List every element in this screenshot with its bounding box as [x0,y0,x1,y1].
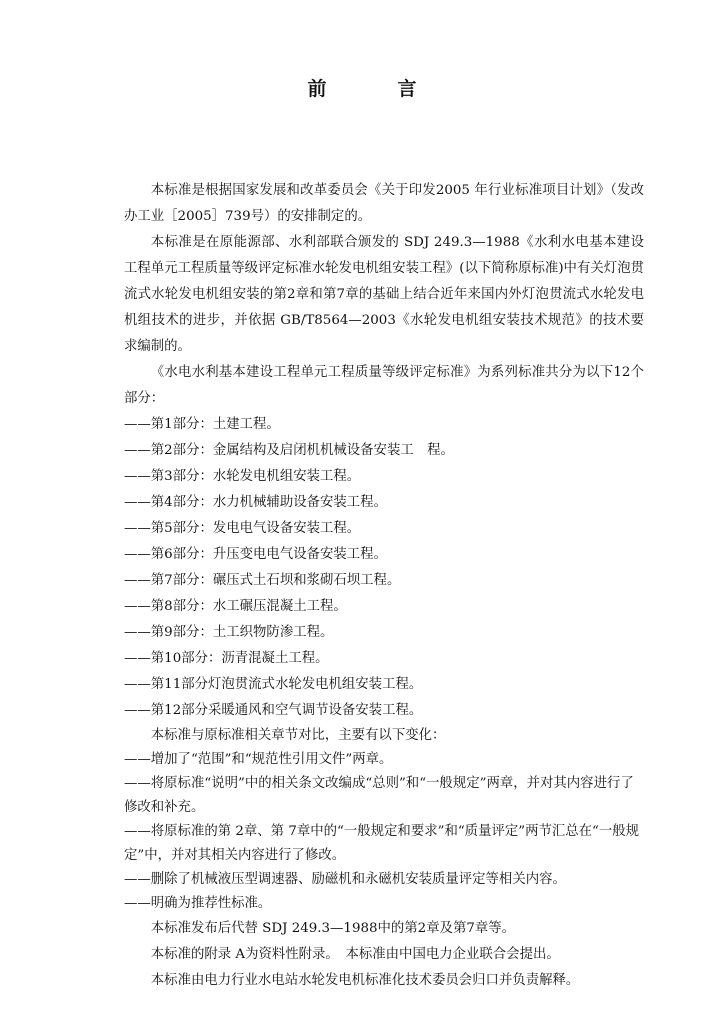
list-item: ——第11部分灯泡贯流式水轮发电机组安装工程。 [124,677,423,692]
list-item: ——第3部分：水轮发电机组安装工程。 [124,469,361,484]
change-item: ——将原标准“说明”中的相关条文改编成“总则”和“一般规定”两章，并对其内容进行了修改和补充。 [124,776,634,815]
changes-intro: 本标准与原标准相关章节对比，主要有以下变化： [150,728,446,743]
paragraph-series: 《水电水利基本建设工程单元工程质量等级评定标准》为系列标准共分为以下12个部分： [124,365,644,406]
change-item: ——明确为推荐性标准。 [124,896,272,911]
paragraph-origin: 本标准是根据国家发展和改革委员会《关于印发2005 年行业标准项目计划》（发改办工业［2005］739号）的安排制定的。 [124,183,644,224]
closing-replace: 本标准发布后代替 SDJ 249.3—1988中的第2章及第7章等。 [150,921,516,936]
change-item: ——将原标准的第 2章、第 7章中的“一般规定和要求”和“质量评定”两节汇总在“一般规定”中，并对其相关内容进行了修改。 [124,824,640,863]
list-item: ——第6部分：升压变电电气设备安装工程。 [124,547,387,562]
change-item: ——删除了机械液压型调速器、励磁机和永磁机安装质量评定等相关内容。 [124,872,566,887]
list-item: ——第12部分采暖通风和空气调节设备安装工程。 [124,703,423,718]
paragraph-basis: 本标准是在原能源部、水利部联合颁发的 SDJ 249.3—1988《水利水电基本建设工程单元工程质量等级评定标准水轮发电机组安装工程》(以下简称原标准)中有关灯泡贯流式水轮发电机组安装的第2章和第7章的基础上结合近年来国内外灯泡贯流式水轮发电机组技术的进步，并依据 GB/T8564—2003《水轮发电机组安装技术规范》的技术要求编制的。 [124,235,644,354]
change-item: ——增加了“范围”和“规范性引用文件”两章。 [124,752,393,767]
list-item: ——第7部分：碾压式土石坝和浆砌石坝工程。 [124,573,401,588]
list-item: ——第10部分：沥青混凝土工程。 [124,651,329,666]
closing-authority: 本标准由电力行业水电站水轮发电机标准化技术委员会归口并负责解释。 [150,973,580,988]
closing-appendix: 本标准的附录 A为资料性附录。 本标准由中国电力企业联合会提出。 [150,947,560,962]
list-item: ——第2部分：金属结构及启闭机机械设备安装工 程。 [124,443,454,458]
list-item: ——第4部分：水力机械辅助设备安装工程。 [124,495,387,510]
list-item: ——第1部分：土建工程。 [124,417,280,432]
list-item: ——第5部分：发电电气设备安装工程。 [124,521,361,536]
list-item: ——第9部分：土工织物防渗工程。 [124,625,334,640]
page-title: 前 言 [307,78,443,100]
list-item: ——第8部分：水工碾压混凝土工程。 [124,599,347,614]
document-body [124,178,644,994]
